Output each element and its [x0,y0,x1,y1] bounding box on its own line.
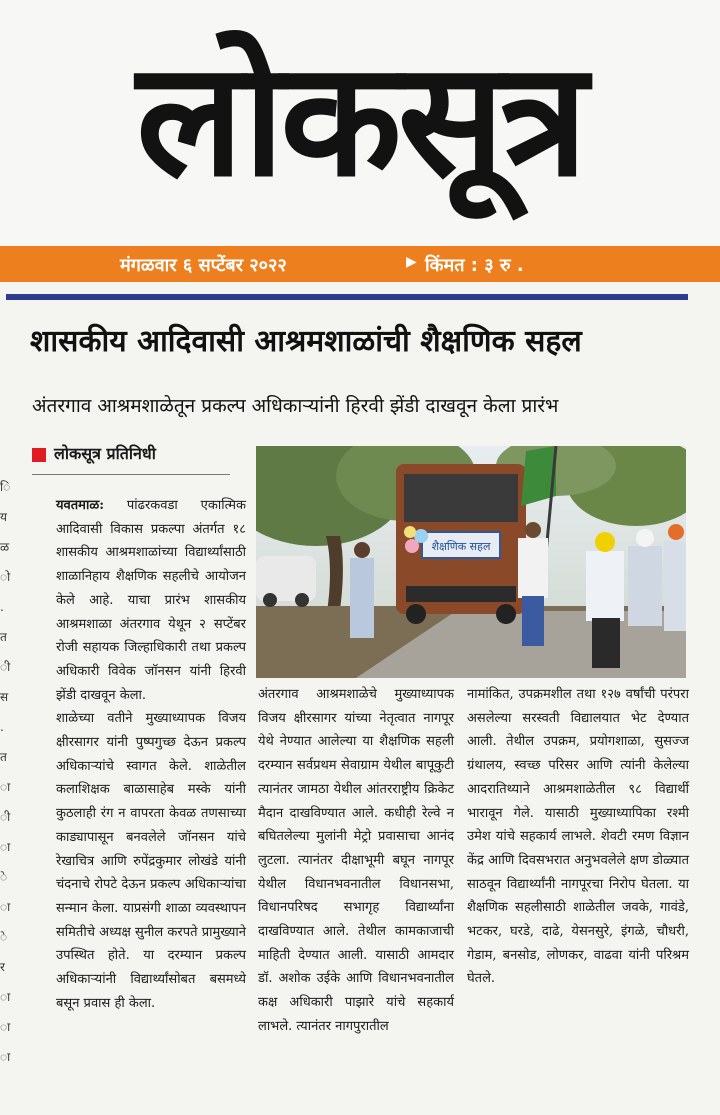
margin-fragment: ो [0,570,11,584]
margin-fragment: ा [0,780,11,794]
article-column-1 [56,494,246,1015]
article-headline: शासकीय आदिवासी आश्रमशाळांची शैक्षणिक सहल [30,324,582,359]
paragraph [56,494,246,707]
margin-fragment: ी [0,810,11,824]
article-subheadline: अंतरगाव आश्रमशाळेतून प्रकल्प अधिकाऱ्यांनी हिरवी झेंडी दाखवून केला प्रारंभ [32,395,559,417]
margin-fragment: ा [0,1020,11,1034]
photo-illustration [256,446,686,678]
margin-fragment: ा [0,1050,11,1064]
margin-fragment: ा [0,990,11,1004]
article-column-2 [258,683,454,1039]
margin-fragment: त [0,750,7,764]
margin-fragment: र [0,960,5,974]
issue-price: किंमत : ३ रु . [425,255,524,276]
margin-fragment: े [0,930,8,944]
margin-fragment: ा [0,900,11,914]
paragraph: अंतरगाव आश्रमशाळेचे मुख्याध्यापक विजय क्षीरसागर यांच्या नेतृत्वात नागपूर येथे नेण्यात आलेल्या या शैक्षणिक सहली दरम्यान सर्वप्रथम सेवाग्राम येथील बापूकुटी त्यानंतर जामठा येथील आंतरराष्ट्रीय क्रिकेट मैदान दाखविण्यात आले. कधीही रेल्वे न बघितलेल्या मुलांनी मेट्रो प्रवासाचा आनंद लुटला. त्यानंतर दीक्षाभूमी बघून नागपूर येथील विधानभवनातील विधानसभा, विधानपरिषद सभागृह विद्यार्थ्यांना दाखविण्यात आले. तेथील कामकाजाची माहिती देण्यात आली. यासाठी आमदार डॉ. अशोक उईके आणि विधानभवनातील कक्ष अधिकारी पाझारे यांचे सहकार्य लाभले. त्यानंतर नागपुरातील [258,687,454,1034]
margin-fragment: ा [0,840,11,854]
paragraph: नामांकित, उपक्रमशील तथा १२७ वर्षांची परंपरा असलेल्या सरस्वती विद्यालयात भेट देण्यात आली. तेथील उपक्रम, प्रयोगशाळा, सुसज्ज ग्रंथालय, स्वच्छ परिसर आणि त्यांनी केलेल्या आदरातिथ्याने आश्रमशाळेतील ९८ विद्यार्थी भारावून गेले. यासाठी मुख्याध्यापिका रश्मी उमेश यांचे सहकार्य लाभले. शेवटी रमण विज्ञान केंद्र आणि दिवसभरात अनुभवलेले क्षण डोळ्यात साठवून विद्यार्थ्यांनी नागपूरचा निरोप घेतला. या शैक्षणिक सहलीसाठी शाळेतील जवके, गावंडे, भटकर, घरडे, दाढे, येसनसुरे, इंगळे, चौधरी, गेडाम, बनसोड, लोणकर, वाढवा यांनी परिश्रम घेतले. [467,687,689,987]
margin-fragment: ी [0,660,11,674]
bus-sign: शैक्षणिक सहल [431,540,491,553]
byline [32,440,230,475]
date-strip [0,246,720,282]
margin-fragment: ळ [0,540,10,554]
article-column-3 [467,683,689,991]
margin-fragment: स [0,690,9,704]
issue-date: मंगळवार ६ सप्टेंबर २०२२ [120,255,287,276]
dateline: यवतमाळ: [56,498,104,513]
newspaper-title: लोकसूत्र [136,28,584,212]
arrow-icon: ▶ [406,254,417,270]
header-rule [6,294,688,300]
paragraph-text: पांढरकवडा एकात्मिक आदिवासी विकास प्रकल्पा अंतर्गत १८ शासकीय आश्रमशाळांच्या विद्यार्थ्यांसाठी शाळानिहाय शैक्षणिक सहलीचे आयोजन केले आहे. याचा प्रारंभ शासकीय आश्रमशाळा अंतरगाव येथून २ सप्टेंबर रोजी सहायक जिल्हाधिकारी तथा प्रकल्प अधिकारी विवेक जॉनसन यांनी हिरवी झेंडी दाखवून केला. [56,498,246,703]
adjacent-column-fragment [0,480,12,1100]
margin-fragment: . [0,600,4,614]
news-photo [256,446,686,678]
byline-text: लोकसूत्र प्रतिनिधी [54,444,156,463]
paragraph: शाळेच्या वतीने मुख्याध्यापक विजय क्षीरसागर यांनी पुष्पगुच्छ देऊन प्रकल्प अधिकाऱ्यांचे स्वागत केले. शाळेतील कलाशिक्षक बाळासाहेब मस्के यांनी कुठलाही रंग न वापरता केवळ तणसाच्या काड्यापासून बनवलेले जॉनसन यांचे रेखाचित्र आणि रुपेंद्रकुमार लोखंडे यांनी चंदनाचे रोपटे देऊन प्रकल्प अधिकाऱ्यांचा सन्मान केला. याप्रसंगी शाळा व्यवस्थापन समितीचे अध्यक्ष सुनील करपते प्रामुख्याने उपस्थित होते. या दरम्यान प्रकल्प अधिकाऱ्यांनी विद्यार्थ्यांसोबत बसमध्ये बसून प्रवास ही केला. [56,711,246,1011]
margin-fragment: ि [0,480,11,494]
masthead [0,0,720,246]
square-bullet-icon [32,448,46,462]
margin-fragment: े [0,870,8,884]
margin-fragment: त [0,630,7,644]
margin-fragment: य [0,510,7,524]
margin-fragment: . [0,720,4,734]
